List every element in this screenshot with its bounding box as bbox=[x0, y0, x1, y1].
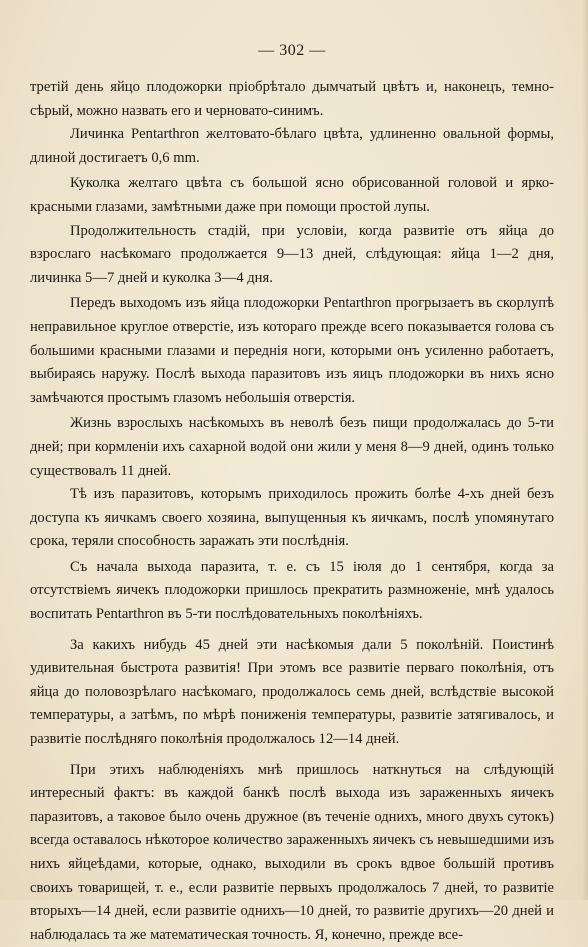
paragraph-6: Жизнь взрослыхъ насѣкомыхъ въ неволѣ безъ пищи продолжалась до 5-ти дней; при кормленіи ихъ сахарной водой они жили у меня 8—9 дней, одинъ только существовалъ 11 дней. bbox=[30, 415, 554, 479]
paragraph-7: Тѣ изъ паразитовъ, которымъ приходилось прожить болѣе 4-хъ дней безъ доступа къ яичкамъ своего хозяина, выпущенныя къ яичкамъ, послѣ упомянутаго срока, теряли способность заражать эти послѣднія. bbox=[30, 486, 554, 550]
page-number: — 302 — bbox=[258, 42, 326, 59]
paragraph-2: Личинка Pentarthron желтовато-бѣлаго цвѣта, удлиненно овальной формы, длиной достигаетъ 0,6 mm. bbox=[30, 126, 554, 166]
paragraph-8: Съ начала выхода паразита, т. е. съ 15 іюля до 1 сентября, когда за отсутствіемъ яичекъ плодожорки пришлось прекратить размноженіе, мнѣ удалось воспитать Pentarthron въ 5-ти послѣдовательныхъ поколѣніяхъ. bbox=[30, 558, 554, 623]
paragraph-9: За какихъ нибудь 45 дней эти насѣкомыя дали 5 поколѣній. Поистинѣ удивительная быстрота развитія! При этомъ все развитіе перваго поколѣнія, отъ яйца до половозрѣлаго насѣкомаго, продолжалось семь дней, вслѣдствіе высокой температуры, а затѣмъ, по мѣрѣ пониженія температуры, развитіе затягивалось, и развитіе послѣдняго поколѣнія продолжалось 12—14 дней. bbox=[30, 636, 554, 748]
paragraph-10: При этихъ наблюденіяхъ мнѣ пришлось наткнуться на слѣдующій интересный фактъ: въ каждой банкѣ послѣ выхода изъ зараженныхъ яичекъ паразитовъ, а таковое было очень дружное (въ теченіе однихъ, много двухъ сутокъ) всегда оставалось нѣкоторое количество зараженныхъ яичекъ съ невышедшими изъ нихъ яйцеѣдами, которые, однако, выходили въ срокъ вдвое большій противъ своихъ товарищей, т. е., если развитіе первыхъ продолжалось 7 дней, то развитіе вторыхъ—14 дней, если развитіе однихъ—10 дней, то развитіе другихъ—20 дней и наблюдалась та же математическая точность. Я, конечно, прежде все- bbox=[30, 761, 554, 943]
paragraph-4: Продолжительность стадій, при условіи, когда развитіе отъ яйца до взрослаго насѣкомаго продолжается 9—13 дней, слѣдующая: яйца 1—2 дня, личинка 5—7 дней и куколка 3—4 дня. bbox=[30, 222, 554, 286]
paragraph-5: Передъ выходомъ изъ яйца плодожорки Pentarthron прогрызаетъ въ скорлупѣ неправильное круглое отверстіе, изъ котораго прежде всего показывается голова съ большими красными глазами и переднія ноги, которыми онъ усиленно работаетъ, выбираясь наружу. Послѣ выхода паразитовъ изъ яицъ плодожорки въ нихъ ясно замѣчаются простымъ глазомъ небольшія отверстія. bbox=[30, 295, 554, 406]
paragraph-1: третій день яйцо плодожорки пріобрѣтало дымчатый цвѣтъ и, наконецъ, темно-сѣрый, можно назвать его и черновато-синимъ. bbox=[30, 79, 554, 119]
page-edge-shadow bbox=[582, 0, 588, 900]
paragraph-3: Куколка желтаго цвѣта съ большой ясно обрисованной головой и ярко-красными глазами, замѣтными даже при помощи простой лупы. bbox=[30, 175, 554, 215]
